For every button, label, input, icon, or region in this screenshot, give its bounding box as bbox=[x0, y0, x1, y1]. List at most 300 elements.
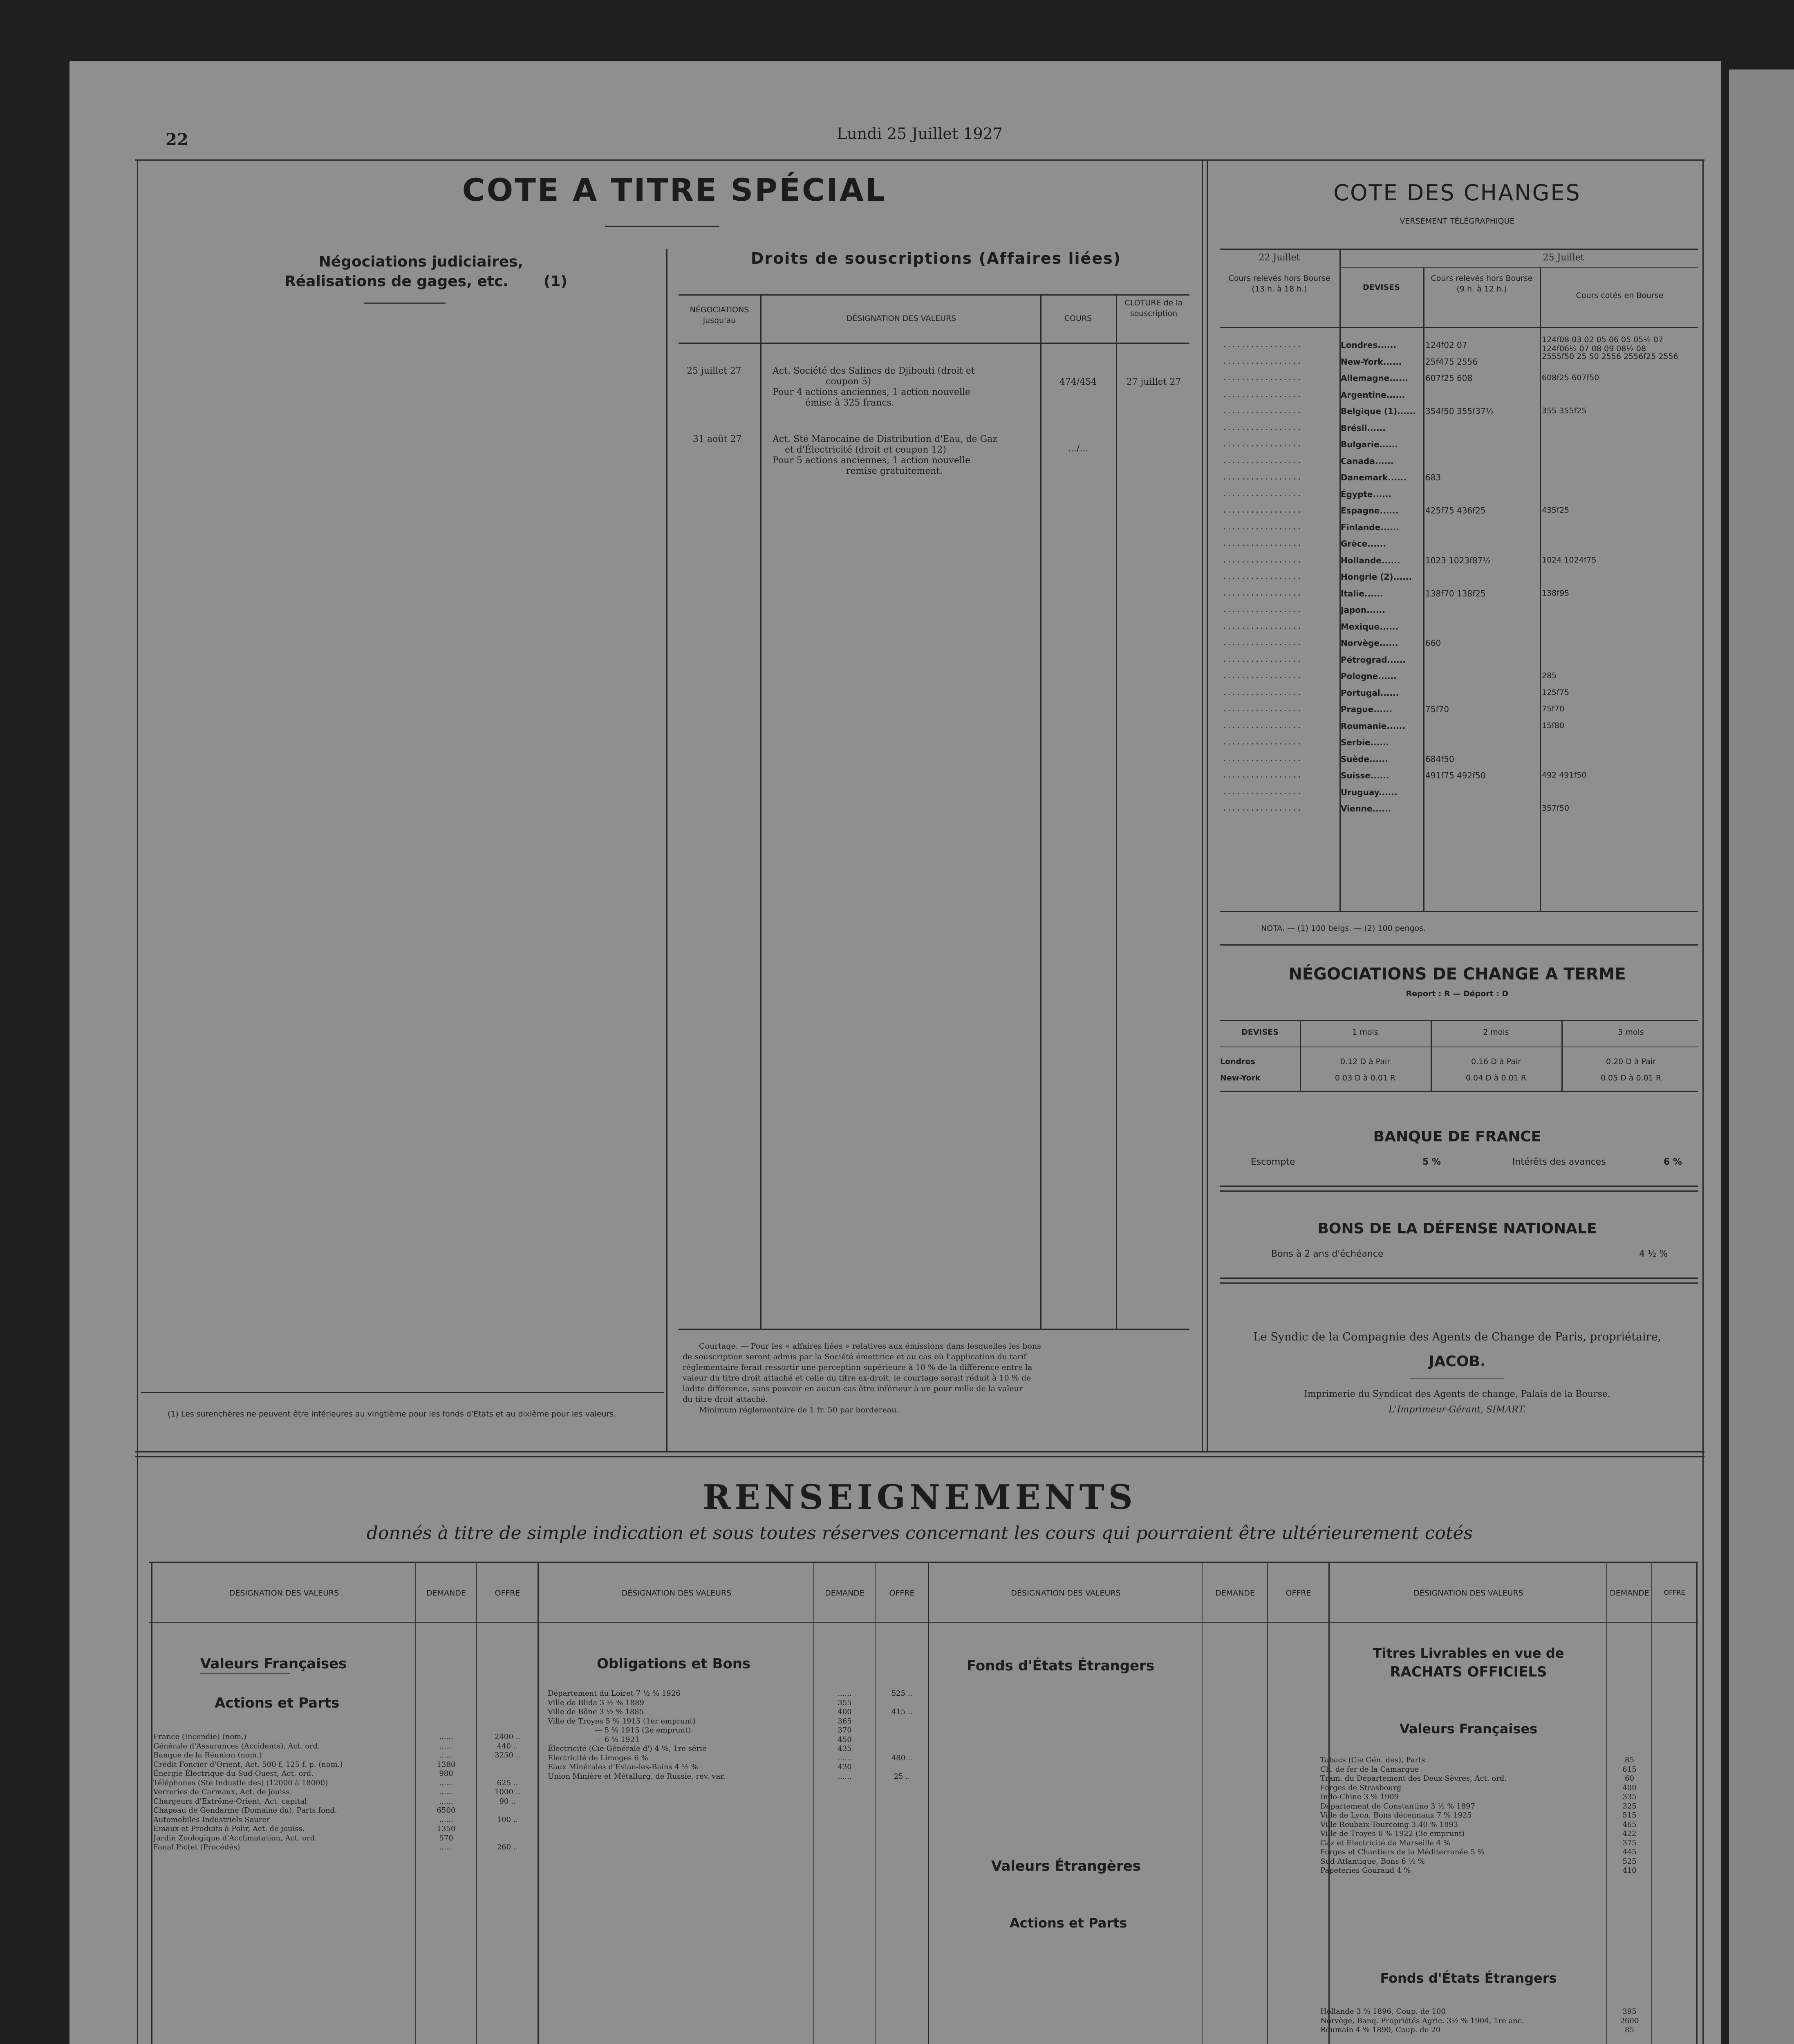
syndic-line: Le Syndic de la Compagnie des Agents de Change de Paris, propriétaire, bbox=[1253, 1331, 1662, 1343]
changes-devise: Canada...... bbox=[1341, 456, 1394, 466]
col4-row-name: Forges de Strasbourg bbox=[1320, 1784, 1402, 1792]
changes-subtitle: VERSEMENT TÉLÉGRAPHIQUE bbox=[1400, 217, 1515, 226]
changes-devise: Pologne...... bbox=[1341, 671, 1397, 681]
col2-row-name: Union Minière et Métallurg. de Russie, rev. var. bbox=[548, 1772, 726, 1781]
changes-devise: Suisse...... bbox=[1341, 771, 1389, 780]
col1-row-name: Banque de la Réunion (nom.) bbox=[153, 1751, 262, 1759]
changes-prev-dots: ................. bbox=[1222, 473, 1302, 482]
changes-prev-dots: ................. bbox=[1222, 787, 1302, 796]
terme-h-3mois: 3 mois bbox=[1618, 1028, 1644, 1037]
changes-bottom-rule bbox=[1220, 911, 1698, 912]
col1-row-name: Générale d'Assurances (Accidents), Act. ord. bbox=[153, 1742, 320, 1750]
col1-section-underline bbox=[200, 1673, 290, 1674]
col1-row-name: Jardin Zoologique d'Acclimatation, Act. ord. bbox=[153, 1834, 317, 1842]
col4-row-value: 60 bbox=[1625, 1774, 1634, 1783]
col4-row-value: 400 bbox=[1622, 1784, 1637, 1792]
col2-row-name: — 5 % 1915 (2e emprunt) bbox=[595, 1726, 691, 1735]
terme-h-2mois: 2 mois bbox=[1483, 1028, 1509, 1037]
changes-bourse-value: 124f08 03 02 05 06 05 05½ 07 124f06½ 07 08 09 08½ 08 bbox=[1542, 335, 1664, 353]
droits-title: Droits de souscriptions (Affaires liées) bbox=[750, 249, 1122, 267]
col4-row-name: Gaz et Électricité de Marseille 4 % bbox=[1320, 1839, 1451, 1847]
col4-row-value: 445 bbox=[1622, 1848, 1637, 1856]
col1-row-name: Automobiles Industriels Saurer bbox=[153, 1815, 270, 1824]
col4-section-a: Titres Livrables en vue de bbox=[1373, 1645, 1564, 1661]
col1-demande-header: DEMANDE bbox=[426, 1589, 466, 1598]
col4-row-value: 422 bbox=[1622, 1829, 1637, 1838]
changes-bourse-value: 2555f50 25 50 2556 2556f25 2556 bbox=[1542, 352, 1678, 361]
date-prev: 22 Juillet bbox=[1259, 253, 1300, 263]
col4-row2-value: 85 bbox=[1625, 2026, 1634, 2034]
syndic-name: JACOB. bbox=[1429, 1353, 1486, 1370]
left-heading-2: Réalisations de gages, etc. bbox=[284, 273, 508, 290]
changes-prev-dots: ................. bbox=[1222, 688, 1302, 697]
changes-devise: Uruguay...... bbox=[1341, 787, 1398, 797]
col1-section: Valeurs Françaises bbox=[200, 1656, 347, 1672]
col1-row-demande: 1350 bbox=[437, 1824, 456, 1833]
col1-row-demande: ...... bbox=[439, 1751, 453, 1759]
special-divider bbox=[666, 249, 667, 1451]
changes-bourse-value: 15f80 bbox=[1542, 721, 1565, 730]
col4-subsection2: Fonds d'États Étrangers bbox=[1380, 1970, 1557, 1986]
row1-date: 25 juillet 27 bbox=[687, 366, 741, 376]
col2-row-demande: ...... bbox=[838, 1772, 852, 1781]
col1-designation-header: DÉSIGNATION DES VALEURS bbox=[229, 1589, 339, 1598]
col4-row-value: 465 bbox=[1622, 1820, 1637, 1829]
title-underline bbox=[605, 226, 719, 227]
terme-value: 0.20 D à Pair bbox=[1606, 1057, 1656, 1066]
col1-row-offre: 625 .. bbox=[497, 1779, 518, 1787]
changes-devise: Bulgarie...... bbox=[1341, 439, 1398, 449]
changes-prev-dots: ................. bbox=[1222, 406, 1302, 415]
droits-header-rule bbox=[679, 343, 1189, 344]
courtage-line: de souscription seront admis par la Société émettrice et au cas où l'application du tarif bbox=[683, 1352, 1027, 1361]
col4-row-name: Forges et Chantiers de la Méditerranée 5 % bbox=[1320, 1848, 1485, 1856]
terme-value: 0.04 D à 0.01 R bbox=[1465, 1074, 1527, 1083]
changes-hors-value: 684f50 bbox=[1425, 754, 1454, 764]
rens-sep bbox=[1202, 1562, 1203, 2044]
col4-row2-name: Hollande 3 % 1896, Coup. de 100 bbox=[1320, 2007, 1446, 2016]
col-cours: COURS bbox=[1064, 314, 1092, 323]
col1-row-name: Téléphones (Ste Industle des) (12000 à 18000) bbox=[153, 1779, 328, 1787]
banque-interets-value: 6 % bbox=[1664, 1157, 1682, 1167]
syndic-rule bbox=[1410, 1378, 1504, 1379]
bons-rule bbox=[1220, 1278, 1698, 1279]
rens-sep bbox=[875, 1562, 876, 2044]
col1-row-name: Émaux et Produits à Polir, Act. de jouiss. bbox=[153, 1824, 305, 1833]
changes-devise: Italie...... bbox=[1341, 589, 1383, 598]
left-frame bbox=[137, 159, 138, 2044]
col2-section: Obligations et Bons bbox=[597, 1656, 751, 1672]
col4-row-name: Indo-Chine 3 % 1909 bbox=[1320, 1793, 1399, 1801]
changes-bourse-value: 357f50 bbox=[1542, 804, 1570, 813]
changes-prev-dots: ................. bbox=[1222, 771, 1302, 780]
col4-demande-header: DEMANDE bbox=[1610, 1589, 1649, 1598]
changes-divider-2 bbox=[1207, 159, 1208, 1452]
terme-value: 0.12 D à Pair bbox=[1340, 1057, 1391, 1066]
col2-row-name: Eaux Minérales d'Évian-les-Bains 4 ½ % bbox=[548, 1763, 698, 1771]
col2-row-offre: 480 .. bbox=[891, 1754, 913, 1762]
row1-line: coupon 5) bbox=[826, 377, 871, 387]
courtage-line: du titre droit attaché. bbox=[683, 1395, 768, 1404]
bons-title: BONS DE LA DÉFENSE NATIONALE bbox=[1317, 1220, 1597, 1237]
col4-row-value: 375 bbox=[1622, 1839, 1637, 1847]
col2-demande-header: DEMANDE bbox=[825, 1589, 865, 1598]
row1-line: Pour 4 actions anciennes, 1 action nouvelle bbox=[773, 387, 970, 397]
changes-col-2 bbox=[1423, 267, 1424, 911]
changes-devise: Norvège...... bbox=[1341, 638, 1398, 648]
col4-row-name: Sud-Atlantique, Bons 6 ½ % bbox=[1320, 1857, 1425, 1866]
page-number: 22 bbox=[166, 130, 188, 149]
row1-line: émise à 325 francs. bbox=[805, 398, 894, 408]
rens-sep bbox=[1651, 1562, 1652, 2044]
col2-row-demande: ...... bbox=[838, 1689, 852, 1698]
mid-rule-2 bbox=[135, 1456, 1704, 1457]
col2-row-offre: 415 .. bbox=[891, 1708, 913, 1716]
changes-prev-dots: ................. bbox=[1222, 721, 1302, 730]
col1-row-demande: ...... bbox=[439, 1742, 453, 1750]
terme-col-3 bbox=[1561, 1020, 1563, 1091]
changes-divider bbox=[1202, 159, 1203, 1452]
changes-top-rule bbox=[1220, 249, 1698, 250]
col1-row-demande: 980 bbox=[439, 1769, 453, 1778]
changes-prev-dots: ................. bbox=[1222, 489, 1302, 498]
courtage-line: Minimum réglementaire de 1 fr. 50 par bordereau. bbox=[699, 1405, 899, 1414]
changes-bourse-value: 355 355f25 bbox=[1542, 406, 1587, 415]
rens-sep bbox=[1267, 1562, 1268, 2044]
col4-row-value: 410 bbox=[1622, 1866, 1637, 1875]
changes-prev-dots: ................. bbox=[1222, 704, 1302, 713]
rens-top-rule bbox=[149, 1562, 1698, 1563]
changes-prev-dots: ................. bbox=[1222, 572, 1302, 581]
droits-col-3 bbox=[1116, 294, 1117, 1329]
col1-row-name: France (Incendie) (nom.) bbox=[153, 1732, 246, 1741]
left-heading-ref: (1) bbox=[544, 273, 567, 290]
changes-prev-dots: ................. bbox=[1222, 556, 1302, 565]
changes-hors-value: 491f75 492f50 bbox=[1425, 771, 1486, 780]
col4-row-name: Tram. du Département des Deux-Sèvres, Act. ord. bbox=[1320, 1774, 1507, 1783]
left-heading-1: Négociations judiciaires, bbox=[318, 253, 524, 270]
changes-devise: Londres...... bbox=[1341, 340, 1396, 350]
col2-row-name: Ville de Blida 3 ½ % 1889 bbox=[548, 1699, 644, 1707]
changes-hors-value: 124f02 07 bbox=[1425, 340, 1467, 350]
col1-row-name: Fanal Pictet (Procédés) bbox=[153, 1843, 240, 1851]
terme-h-1mois: 1 mois bbox=[1352, 1028, 1378, 1037]
changes-prev-dots: ................. bbox=[1222, 754, 1302, 763]
col4-row2-name: Roumain 4 % 1890, Coup. de 20 bbox=[1320, 2026, 1441, 2034]
changes-hors-value: 425f75 436f25 bbox=[1425, 506, 1486, 515]
terme-value: 0.05 D à 0.01 R bbox=[1600, 1074, 1662, 1083]
col1-row-offre: 260 .. bbox=[497, 1843, 518, 1851]
changes-devise: Brésil...... bbox=[1341, 423, 1386, 433]
rens-left-border bbox=[151, 1562, 152, 2044]
changes-title: COTE DES CHANGES bbox=[1333, 180, 1581, 206]
changes-prev-dots: ................. bbox=[1222, 390, 1302, 399]
right-frame bbox=[1702, 159, 1704, 2044]
col2-row-offre: 525 .. bbox=[891, 1689, 913, 1698]
page-date: Lundi 25 Juillet 1927 bbox=[837, 125, 1003, 143]
changes-col-3 bbox=[1540, 267, 1541, 911]
changes-devise: Espagne...... bbox=[1341, 506, 1399, 515]
col1-offre-header: OFFRE bbox=[495, 1589, 520, 1598]
rens-sep bbox=[415, 1562, 416, 2044]
col1-row-offre: 3250 .. bbox=[495, 1751, 520, 1759]
changes-hors-value: 354f50 355f37½ bbox=[1425, 406, 1494, 416]
col-devises: DEVISES bbox=[1363, 283, 1400, 292]
changes-bourse-value: 435f25 bbox=[1542, 506, 1570, 515]
col1-row-offre: 2400 .. bbox=[495, 1732, 520, 1741]
rens-sep bbox=[476, 1562, 477, 2044]
col1-row-name: Chargeurs d'Extrême-Orient, Act. capital bbox=[153, 1797, 307, 1806]
col1-row-demande: ...... bbox=[439, 1815, 453, 1824]
row2-line: Pour 5 actions anciennes, 1 action nouvelle bbox=[773, 455, 970, 466]
terme-subtitle: Report : R — Déport : D bbox=[1406, 989, 1509, 998]
top-rule bbox=[135, 159, 1704, 161]
mid-rule bbox=[135, 1451, 1704, 1452]
col2-row-demande: 400 bbox=[838, 1708, 852, 1716]
col2-designation-header: DÉSIGNATION DES VALEURS bbox=[621, 1589, 732, 1598]
banque-rule-2 bbox=[1220, 1190, 1698, 1192]
row1-line: Act. Société des Salines de Djibouti (droit et bbox=[773, 366, 975, 376]
changes-prev-dots: ................. bbox=[1222, 340, 1302, 349]
changes-prev-dots: ................. bbox=[1222, 423, 1302, 432]
col4-designation-header: DÉSIGNATION DES VALEURS bbox=[1413, 1589, 1523, 1598]
banque-rule bbox=[1220, 1186, 1698, 1187]
banque-interets: Intérêts des avances bbox=[1512, 1157, 1606, 1167]
rens-col-divider bbox=[928, 1562, 929, 2044]
col2-row-demande: ...... bbox=[838, 1754, 852, 1762]
terme-devise: New-York bbox=[1220, 1074, 1261, 1083]
changes-hors-value: 660 bbox=[1425, 638, 1441, 648]
changes-prev-dots: ................. bbox=[1222, 605, 1302, 614]
changes-bourse-value: 492 491f50 bbox=[1542, 771, 1587, 780]
col2-row-name: Électricité (Cie Générale d') 4 %, 1re série bbox=[548, 1744, 707, 1753]
col1-row-demande: ...... bbox=[439, 1797, 453, 1806]
col2-row-demande: 370 bbox=[838, 1726, 852, 1735]
col1-subsection: Actions et Parts bbox=[215, 1695, 340, 1711]
imprimeur-line: L'Imprimeur-Gérant, SIMART. bbox=[1389, 1405, 1526, 1415]
col3-subsection: Actions et Parts bbox=[1010, 1915, 1127, 1931]
courtage-line: ladite différence, sans pouvoir en aucun cas être inférieur à un pour mille de la valeur bbox=[683, 1384, 1023, 1393]
col1-row-demande: 1380 bbox=[437, 1760, 456, 1769]
col4-row-value: 525 bbox=[1622, 1857, 1637, 1866]
terme-bottom-rule bbox=[1220, 1091, 1698, 1092]
terme-h-devises: DEVISES bbox=[1241, 1028, 1279, 1037]
changes-prev-dots: ................. bbox=[1222, 506, 1302, 515]
row2-line: et d'Électricité (droit et coupon 12) bbox=[785, 445, 946, 455]
row2-cours: .../... bbox=[1068, 444, 1088, 454]
col1-row-offre: 1000 .. bbox=[495, 1788, 520, 1796]
col1-row-offre: 90 .. bbox=[499, 1797, 516, 1806]
changes-prev-dots: ................. bbox=[1222, 357, 1302, 366]
col2-row-name: Département du Loiret 7 ½ % 1926 bbox=[548, 1689, 681, 1698]
terme-value: 0.16 D à Pair bbox=[1471, 1057, 1521, 1066]
col2-offre-header: OFFRE bbox=[889, 1589, 915, 1598]
changes-bourse-value: 75f70 bbox=[1542, 704, 1565, 713]
terme-title: NÉGOCIATIONS DE CHANGE A TERME bbox=[1288, 965, 1626, 984]
col1-row-name: Chapeau de Gendarme (Domaine du), Parts fond. bbox=[153, 1806, 337, 1815]
changes-prev-dots: ................. bbox=[1222, 804, 1302, 813]
col-designation: DÉSIGNATION DES VALEURS bbox=[846, 314, 956, 323]
renseignements-subtitle: donnés à titre de simple indication et sous toutes réserves concernant les cours qui pourraient être ultérieurement cotés bbox=[366, 1523, 1473, 1544]
changes-prev-dots: ................. bbox=[1222, 439, 1302, 448]
changes-devise: Finlande...... bbox=[1341, 522, 1399, 532]
changes-prev-dots: ................. bbox=[1222, 655, 1302, 664]
changes-devise: Grèce...... bbox=[1341, 539, 1386, 549]
imprimerie-line: Imprimerie du Syndicat des Agents de change, Palais de la Bourse. bbox=[1304, 1389, 1610, 1399]
row2-line: Act. Sté Marocaine de Distribution d'Eau, de Gaz bbox=[773, 434, 997, 444]
changes-prev-dots: ................. bbox=[1222, 671, 1302, 680]
courtage-line: réglementaire ferait ressortir une perception supérieure à 10 % de la différence entre la bbox=[683, 1363, 1033, 1372]
col3-section2: Valeurs Étrangères bbox=[991, 1858, 1141, 1874]
changes-devise: Belgique (1)...... bbox=[1341, 406, 1416, 416]
changes-prev-dots: ................. bbox=[1222, 373, 1302, 382]
renseignements-title: RENSEIGNEMENTS bbox=[703, 1478, 1137, 1517]
row1-cloture: 27 juillet 27 bbox=[1126, 377, 1181, 387]
col4-row-value: 615 bbox=[1622, 1765, 1637, 1774]
col1-row-offre: 100 .. bbox=[497, 1815, 518, 1824]
date-rule bbox=[1341, 267, 1698, 268]
rens-sep bbox=[1606, 1562, 1607, 2044]
row2-date: 31 août 27 bbox=[693, 434, 742, 444]
changes-devise: Argentine...... bbox=[1341, 390, 1405, 400]
changes-devise: Pétrograd...... bbox=[1341, 655, 1406, 665]
changes-devise: Hongrie (2)...... bbox=[1341, 572, 1412, 582]
col4-row-name: Papeteries Gouraud 4 % bbox=[1320, 1866, 1411, 1875]
col4-row-value: 85 bbox=[1625, 1756, 1634, 1764]
col1-row-demande: ...... bbox=[439, 1843, 453, 1851]
col4-section-b: RACHATS OFFICIELS bbox=[1390, 1664, 1547, 1680]
col2-row-demande: 355 bbox=[838, 1699, 852, 1707]
nota-rule bbox=[1220, 944, 1698, 946]
cote-special-title: COTE A TITRE SPÉCIAL bbox=[462, 172, 887, 208]
col4-row-value: 325 bbox=[1622, 1802, 1637, 1811]
changes-devise: Hollande...... bbox=[1341, 556, 1400, 565]
changes-hors-value: 138f70 138f25 bbox=[1425, 589, 1486, 598]
col4-row-name: Département de Constantine 3 ½ % 1897 bbox=[1320, 1802, 1475, 1811]
col4-row-value: 515 bbox=[1622, 1811, 1637, 1820]
changes-devise: Égypte...... bbox=[1341, 489, 1392, 499]
changes-prev-dots: ................. bbox=[1222, 622, 1302, 631]
changes-hors-value: 607f25 608 bbox=[1425, 373, 1473, 383]
changes-hors-value: 683 bbox=[1425, 473, 1441, 482]
rens-sep bbox=[813, 1562, 814, 2044]
col-bourse: Cours cotés en Bourse bbox=[1576, 291, 1664, 300]
col2-row-offre: 25 .. bbox=[894, 1772, 910, 1781]
changes-devise: New-York...... bbox=[1341, 357, 1402, 367]
col1-row-demande: 570 bbox=[439, 1834, 453, 1842]
col1-row-demande: ...... bbox=[439, 1732, 453, 1741]
terme-col-1 bbox=[1300, 1020, 1301, 1091]
droits-col-1 bbox=[760, 294, 761, 1329]
changes-prev-dots: ................. bbox=[1222, 539, 1302, 548]
changes-devise: Japon...... bbox=[1341, 605, 1385, 615]
col3-designation-header: DÉSIGNATION DES VALEURS bbox=[1011, 1589, 1121, 1598]
courtage-line: Courtage. — Pour les « affaires liées » relatives aux émissions dans lesquelles les bons bbox=[699, 1342, 1041, 1351]
changes-devise: Suède...... bbox=[1341, 754, 1388, 764]
footnote-rule bbox=[141, 1392, 664, 1393]
banque-escompte-value: 5 % bbox=[1422, 1157, 1441, 1167]
changes-hors-value: 1023 1023f87½ bbox=[1425, 556, 1491, 565]
col2-row-demande: 450 bbox=[838, 1735, 852, 1744]
changes-bourse-value: 285 bbox=[1542, 671, 1557, 680]
col4-row-name: Ch. de fer de la Camargue bbox=[1320, 1765, 1419, 1774]
changes-devise: Prague...... bbox=[1341, 704, 1392, 714]
changes-bourse-value: 1024 1024f75 bbox=[1542, 556, 1597, 565]
changes-devise: Danemark...... bbox=[1341, 473, 1407, 482]
col2-row-demande: 430 bbox=[838, 1763, 852, 1771]
col-negociations: NÉGOCIATIONS jusqu'au bbox=[690, 305, 749, 325]
terme-value: 0.03 D à 0.01 R bbox=[1335, 1074, 1396, 1083]
changes-hors-value: 25f475 2556 bbox=[1425, 357, 1478, 367]
row1-designation bbox=[773, 366, 1038, 408]
changes-devise: Portugal...... bbox=[1341, 688, 1399, 698]
col4-row2-name: Norvège, Banq. Propriétés Agric. 3½ % 1904, 1re anc. bbox=[1320, 2017, 1524, 2025]
col1-row-name: Crédit Foncier d'Orient, Act. 500 f, 125 f. p. (nom.) bbox=[153, 1760, 343, 1769]
changes-bourse-value: 125f75 bbox=[1542, 688, 1570, 697]
changes-prev-dots: ................. bbox=[1222, 737, 1302, 746]
col-cloture: CLOTURE de la souscription bbox=[1124, 298, 1183, 318]
terme-col-2 bbox=[1431, 1020, 1432, 1091]
changes-devise: Serbie...... bbox=[1341, 737, 1389, 747]
row2-designation bbox=[773, 434, 1038, 477]
banque-title: BANQUE DE FRANCE bbox=[1373, 1128, 1541, 1145]
changes-hors-value: 75f70 bbox=[1425, 704, 1449, 714]
col4-row-name: Ville Roubaix-Tourcoing 3.40 % 1893 bbox=[1320, 1820, 1458, 1829]
date-cur: 25 Juillet bbox=[1543, 253, 1584, 263]
row1-cours: 474/454 bbox=[1059, 377, 1097, 387]
col1-row-demande: ...... bbox=[439, 1788, 453, 1796]
col2-row-demande: 365 bbox=[838, 1717, 852, 1726]
terme-top-rule bbox=[1220, 1020, 1698, 1021]
bons-value: 4 ½ % bbox=[1639, 1249, 1668, 1259]
rens-header-rule bbox=[149, 1622, 1698, 1623]
changes-prev-dots: ................. bbox=[1222, 589, 1302, 598]
col2-row-name: Ville de Bône 3 ½ % 1885 bbox=[548, 1708, 644, 1716]
changes-devise: Mexique...... bbox=[1341, 622, 1398, 632]
col4-row-value: 335 bbox=[1622, 1793, 1637, 1801]
col3-demande-header: DEMANDE bbox=[1215, 1589, 1255, 1598]
changes-devise: Allemagne...... bbox=[1341, 373, 1408, 383]
bons-rule-2 bbox=[1220, 1282, 1698, 1284]
changes-nota: NOTA. — (1) 100 belgs. — (2) 100 pengos. bbox=[1261, 924, 1426, 933]
changes-bourse-value: 608f25 607f50 bbox=[1542, 373, 1599, 382]
courtage-line: valeur du titre droit attaché et celle du titre ex-droit, le courtage serait réduit à 10 % de bbox=[683, 1374, 1031, 1383]
footnote: (1) Les surenchères ne peuvent être inférieures au vingtième pour les fonds d'États et au dixième pour les valeurs. bbox=[168, 1410, 616, 1419]
col1-row-name: Énergie Électrique du Sud-Ouest, Act. ord. bbox=[153, 1769, 314, 1778]
row2-line: remise gratuitement. bbox=[846, 466, 943, 476]
col4-row2-value: 395 bbox=[1622, 2007, 1637, 2016]
changes-devise: Vienne...... bbox=[1341, 804, 1391, 814]
changes-prev-dots: ................. bbox=[1222, 522, 1302, 531]
banque-escompte: Escompte bbox=[1251, 1157, 1295, 1167]
col4-subsection: Valeurs Françaises bbox=[1399, 1721, 1538, 1737]
changes-prev-dots: ................. bbox=[1222, 638, 1302, 647]
rens-col-divider bbox=[538, 1562, 539, 2044]
col1-row-offre: 440 .. bbox=[497, 1742, 518, 1750]
adjacent-page-edge bbox=[1729, 69, 1794, 2044]
courtage-note bbox=[683, 1341, 1194, 1415]
col2-row-name: Électricité de Limoges 6 % bbox=[548, 1754, 648, 1762]
rens-right-border bbox=[1696, 1562, 1698, 2044]
col4-offre-header: OFFRE bbox=[1664, 1589, 1685, 1596]
changes-bourse-value: 138f95 bbox=[1542, 589, 1570, 598]
droits-top-rule bbox=[679, 294, 1189, 296]
col3-offre-header: OFFRE bbox=[1286, 1589, 1311, 1598]
col3-section: Fonds d'États Étrangers bbox=[967, 1658, 1155, 1674]
left-heading-underline bbox=[364, 303, 446, 304]
changes-devise: Roumanie...... bbox=[1341, 721, 1405, 731]
col-hors: Cours relevés hors Bourse (9 h. à 12 h.) bbox=[1431, 274, 1533, 294]
